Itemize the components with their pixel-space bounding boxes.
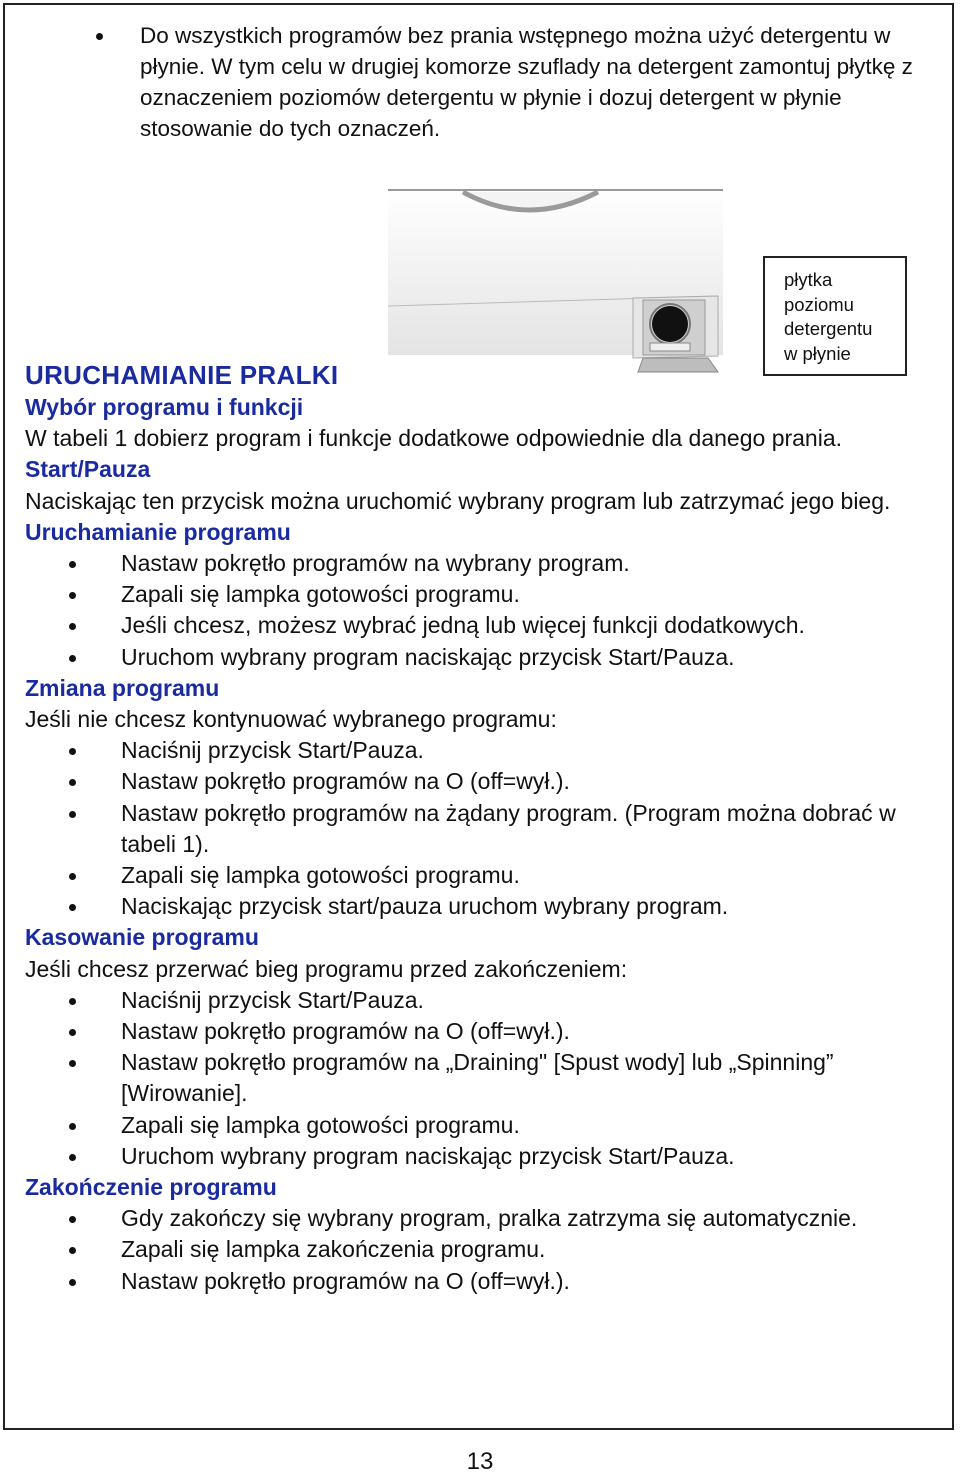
detergent-drawer-illustration bbox=[388, 188, 723, 383]
list-item: Uruchom wybrany program naciskając przycisk Start/Pauza. bbox=[121, 1141, 925, 1172]
callout-line: płytka bbox=[784, 269, 833, 290]
list-item: Nastaw pokrętło programów na O (off=wył.). bbox=[121, 766, 925, 797]
list-item: Nastaw pokrętło programów na wybrany program. bbox=[121, 548, 925, 579]
list-zakonczenie bbox=[25, 1203, 925, 1297]
callout-line: poziomu bbox=[784, 293, 854, 315]
list-item: Nastaw pokrętło programów na O (off=wył.). bbox=[121, 1266, 925, 1297]
list-item: Zapali się lampka gotowości programu. bbox=[121, 860, 925, 891]
list-item: Zapali się lampka gotowości programu. bbox=[121, 579, 925, 610]
callout-label bbox=[763, 256, 907, 376]
page-number: 13 bbox=[466, 1448, 494, 1475]
instructions-content bbox=[25, 392, 925, 1297]
list-item: Uruchom wybrany program naciskając przycisk Start/Pauza. bbox=[121, 642, 925, 673]
list-item: Naciśnij przycisk Start/Pauza. bbox=[121, 735, 925, 766]
paragraph-kasowanie: Jeśli chcesz przerwać bieg programu przed zakończeniem: bbox=[25, 955, 628, 982]
list-kasowanie bbox=[25, 985, 925, 1172]
paragraph-start: Naciskając ten przycisk można uruchomić wybrany program lub zatrzymać jego bieg. bbox=[25, 487, 891, 514]
list-item: Nastaw pokrętło programów na O (off=wył.). bbox=[121, 1016, 925, 1047]
callout-line: w płynie bbox=[784, 342, 851, 364]
list-item: Zapali się lampka zakończenia programu. bbox=[121, 1234, 925, 1265]
subheading-zmiana: Zmiana programu bbox=[25, 674, 220, 701]
list-item: Naciskając przycisk start/pauza uruchom wybrany program. bbox=[121, 891, 925, 922]
list-uruchamianie bbox=[25, 548, 925, 673]
callout-line: detergentu bbox=[784, 318, 873, 339]
list-item: Zapali się lampka gotowości programu. bbox=[121, 1110, 925, 1141]
paragraph-zmiana: Jeśli nie chcesz kontynuować wybranego programu: bbox=[25, 706, 557, 733]
intro-bullet-list bbox=[140, 20, 920, 144]
subheading-kasowanie: Kasowanie programu bbox=[25, 924, 259, 951]
subheading-start: Start/Pauza bbox=[25, 456, 151, 483]
paragraph-wybor: W tabeli 1 dobierz program i funkcje dodatkowe odpowiednie dla danego prania. bbox=[25, 425, 843, 452]
list-item: Gdy zakończy się wybrany program, pralka zatrzyma się automatycznie. bbox=[121, 1203, 925, 1234]
list-item: Naciśnij przycisk Start/Pauza. bbox=[121, 985, 925, 1016]
subheading-uruchamianie: Uruchamianie programu bbox=[25, 518, 291, 545]
section-title: URUCHAMIANIE PRALKI bbox=[25, 360, 339, 390]
subheading-zakonczenie: Zakończenie programu bbox=[25, 1174, 277, 1201]
list-item: Nastaw pokrętło programów na żądany program. (Program można dobrać w tabeli 1). bbox=[121, 798, 925, 860]
list-zmiana bbox=[25, 735, 925, 922]
list-item: Nastaw pokrętło programów na „Draining" [Spust wody] lub „Spinning” [Wirowanie]. bbox=[121, 1047, 925, 1109]
list-item: Jeśli chcesz, możesz wybrać jedną lub więcej funkcji dodatkowych. bbox=[121, 610, 925, 641]
intro-bullet: Do wszystkich programów bez prania wstępnego można użyć detergentu w płynie. W tym celu w drugiej komorze szuflady na detergent zamontuj płytkę z oznaczeniem poziomów detergentu w płynie i dozuj detergent w płynie stosowanie do tych oznaczeń. bbox=[140, 20, 920, 144]
subheading-wybor: Wybór programu i funkcji bbox=[25, 394, 304, 420]
